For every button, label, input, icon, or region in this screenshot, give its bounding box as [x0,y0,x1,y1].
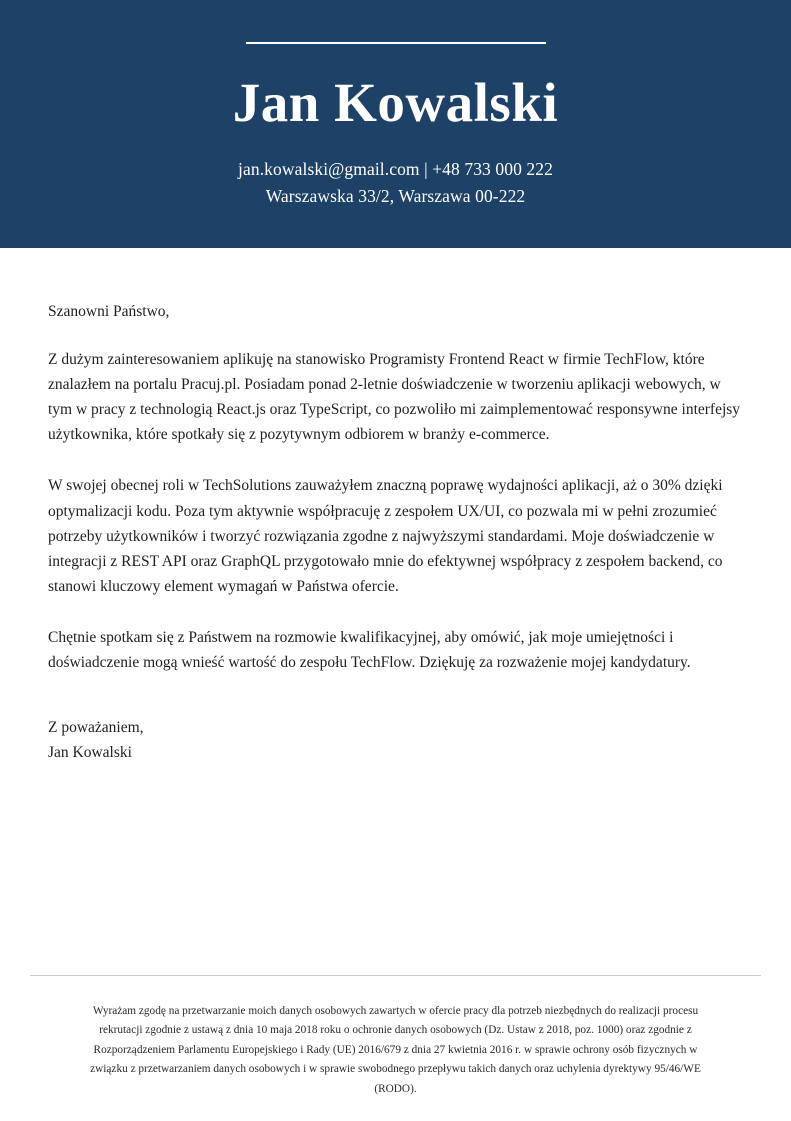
letter-footer [30,975,761,1121]
body-spacer [0,870,791,975]
closing-block [48,715,743,765]
paragraph-1: Z dużym zainteresowaniem aplikuję na stanowisko Programisty Frontend React w firmie TechFlow, które znalazłem na portalu Pracuj.pl. Posiadam ponad 2-letnie doświadczenie w tworzeniu aplikacji webowych, w tym w pracy z technologią React.js oraz TypeScript, co pozwoliło mi zaimplementować responsywne interfejsy użytkownika, które spotkały się z pozytywnym odbiorem w branży e-commerce. [48,351,741,444]
paragraph-3: Chętnie spotkam się z Państwem na rozmowie kwalifikacyjnej, aby omówić, jak moje umiejętności i doświadczenie mogą wnieść wartość do zespołu TechFlow. Dziękuję za rozważenie mojej kandydatury. [48,628,691,672]
contact-address: Warszawska 33/2, Warszawa 00-222 [265,185,526,206]
letter-body [0,248,791,870]
sign-off: Z poważaniem, [48,719,144,737]
page-title: Jan Kowalski [232,72,559,133]
contact-email-phone: jan.kowalski@gmail.com | +48 733 000 222 [238,158,553,179]
signature-name: Jan Kowalski [48,744,132,762]
paragraph-2: W swojej obecnej roli w TechSolutions zauważyłem znaczną poprawę wydajności aplikacji, aż o 30% dzięki optymalizacji kodu. Poza tym aktywnie współpracuję z zespołem UX/UI, co pozwala mi w pełni zrozumieć potrzeby użytkowników i tworzyć rozwiązania zgodne z najwyższymi standardami. Moje doświadczenie w integracji z REST API oraz GraphQL przygotowało mnie do efektywnej współpracy z zespołem backend, co stanowi kluczowy element wymagań w Państwa ofercie. [48,477,723,595]
header-divider [246,42,546,44]
letter-header [0,0,791,248]
gdpr-consent-text: Wyrażam zgodę na przetwarzanie moich danych osobowych zawartych w ofercie pracy dla potrzeb niezbędnych do realizacji procesu rekrutacji zgodnie z ustawą z dnia 10 maja 2018 roku o ochronie danych osobowych (Dz. Ustaw z 2018, poz. 1000) oraz zgodnie z Rozporządzeniem Parlamentu Europejskiego i Rady (UE) 2016/679 z dnia 27 kwietnia 2016 r. w sprawie ochrony osób fizycznych w związku z przetwarzaniem danych osobowych i w sprawie swobodnego przepływu takich danych oraz uchylenia dyrektywy 95/46/WE (RODO). [90,1004,701,1095]
salutation: Szanowni Państwo, [48,303,170,320]
